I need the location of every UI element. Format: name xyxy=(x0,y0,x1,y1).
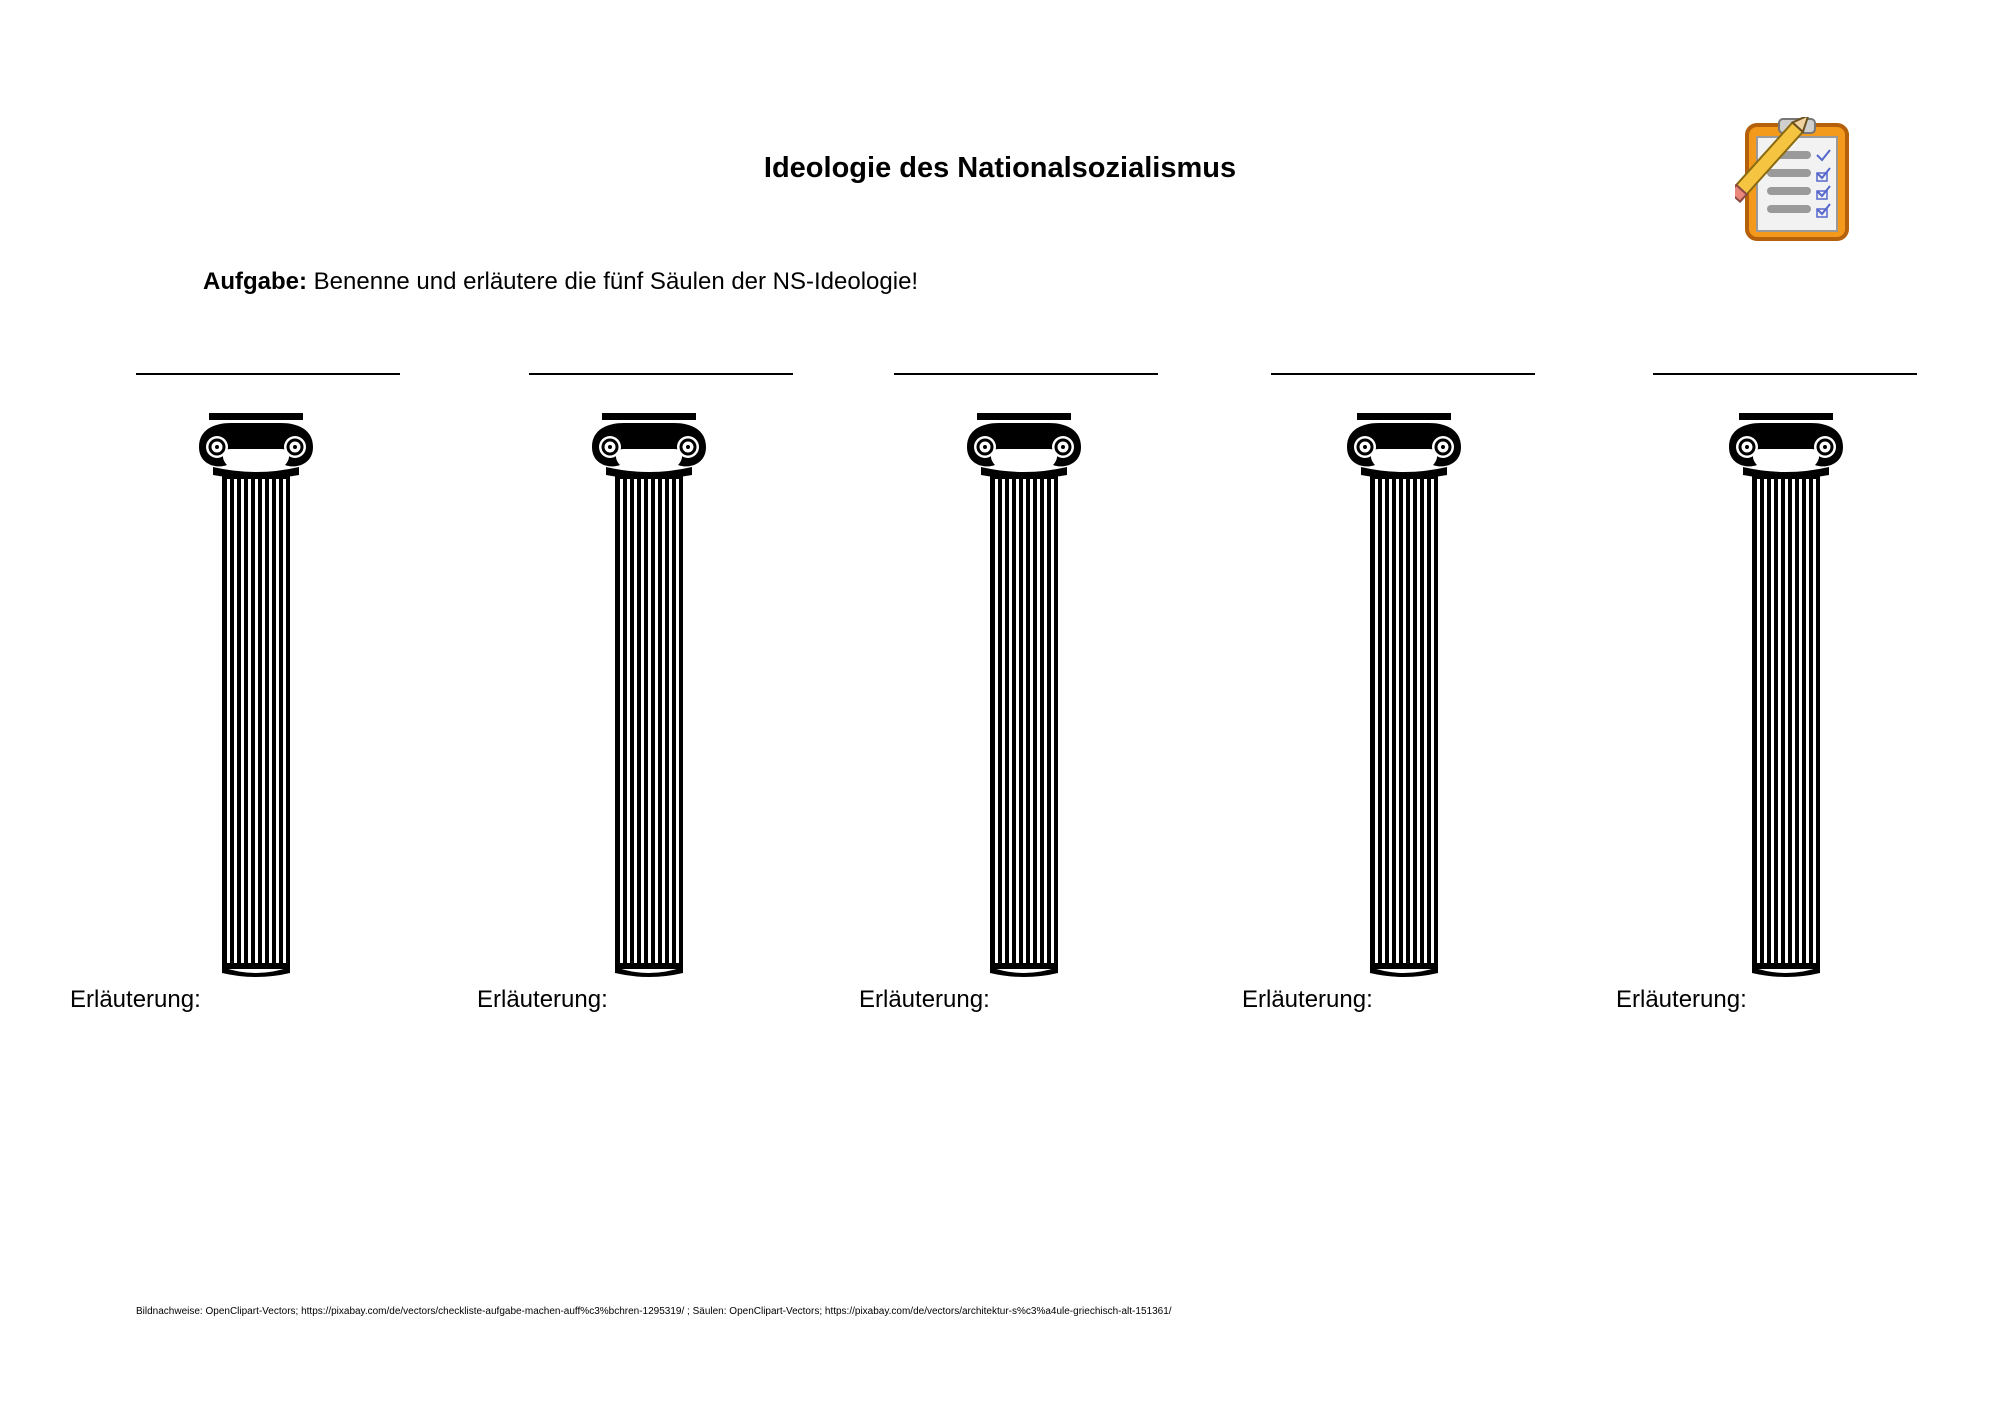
pillar-name-blank-line[interactable] xyxy=(1653,373,1917,375)
ionic-column-icon xyxy=(1721,413,1851,977)
pillar-3-explanation-label: Erläuterung: xyxy=(859,986,990,1013)
ionic-column-icon xyxy=(959,413,1089,977)
pillar-name-blank-line[interactable] xyxy=(529,373,793,375)
ionic-column-icon xyxy=(191,413,321,977)
task-instruction xyxy=(203,268,918,296)
pillar-5 xyxy=(1653,373,1917,375)
task-text: Benenne und erläutere die fünf Säulen der NS-Ideologie! xyxy=(313,268,919,295)
pillar-1-explanation-label: Erläuterung: xyxy=(70,986,201,1013)
pillar-2 xyxy=(529,373,793,375)
clipboard-checklist-icon xyxy=(1735,117,1855,245)
pillar-5-explanation-label: Erläuterung: xyxy=(1616,986,1747,1013)
task-label: Aufgabe: xyxy=(203,268,307,295)
pillar-name-blank-line[interactable] xyxy=(894,373,1158,375)
pillar-1 xyxy=(136,373,400,375)
page-title: Ideologie des Nationalsozialismus xyxy=(763,152,1237,184)
pillar-name-blank-line[interactable] xyxy=(136,373,400,375)
pillar-3 xyxy=(894,373,1158,375)
image-credits: Bildnachweise: OpenClipart-Vectors; https://pixabay.com/de/vectors/checkliste-aufgabe-machen-auff%c3%bchren-1295319/ ; Säulen: OpenClipart-Vectors; https://pixabay.com/de/vectors/architektur-s%c3%a4ule-griechisch-alt-151361/ xyxy=(136,1306,1172,1317)
pillar-name-blank-line[interactable] xyxy=(1271,373,1535,375)
pillar-4-explanation-label: Erläuterung: xyxy=(1242,986,1373,1013)
pillar-2-explanation-label: Erläuterung: xyxy=(477,986,608,1013)
pillar-4 xyxy=(1271,373,1535,375)
ionic-column-icon xyxy=(584,413,714,977)
ionic-column-icon xyxy=(1339,413,1469,977)
